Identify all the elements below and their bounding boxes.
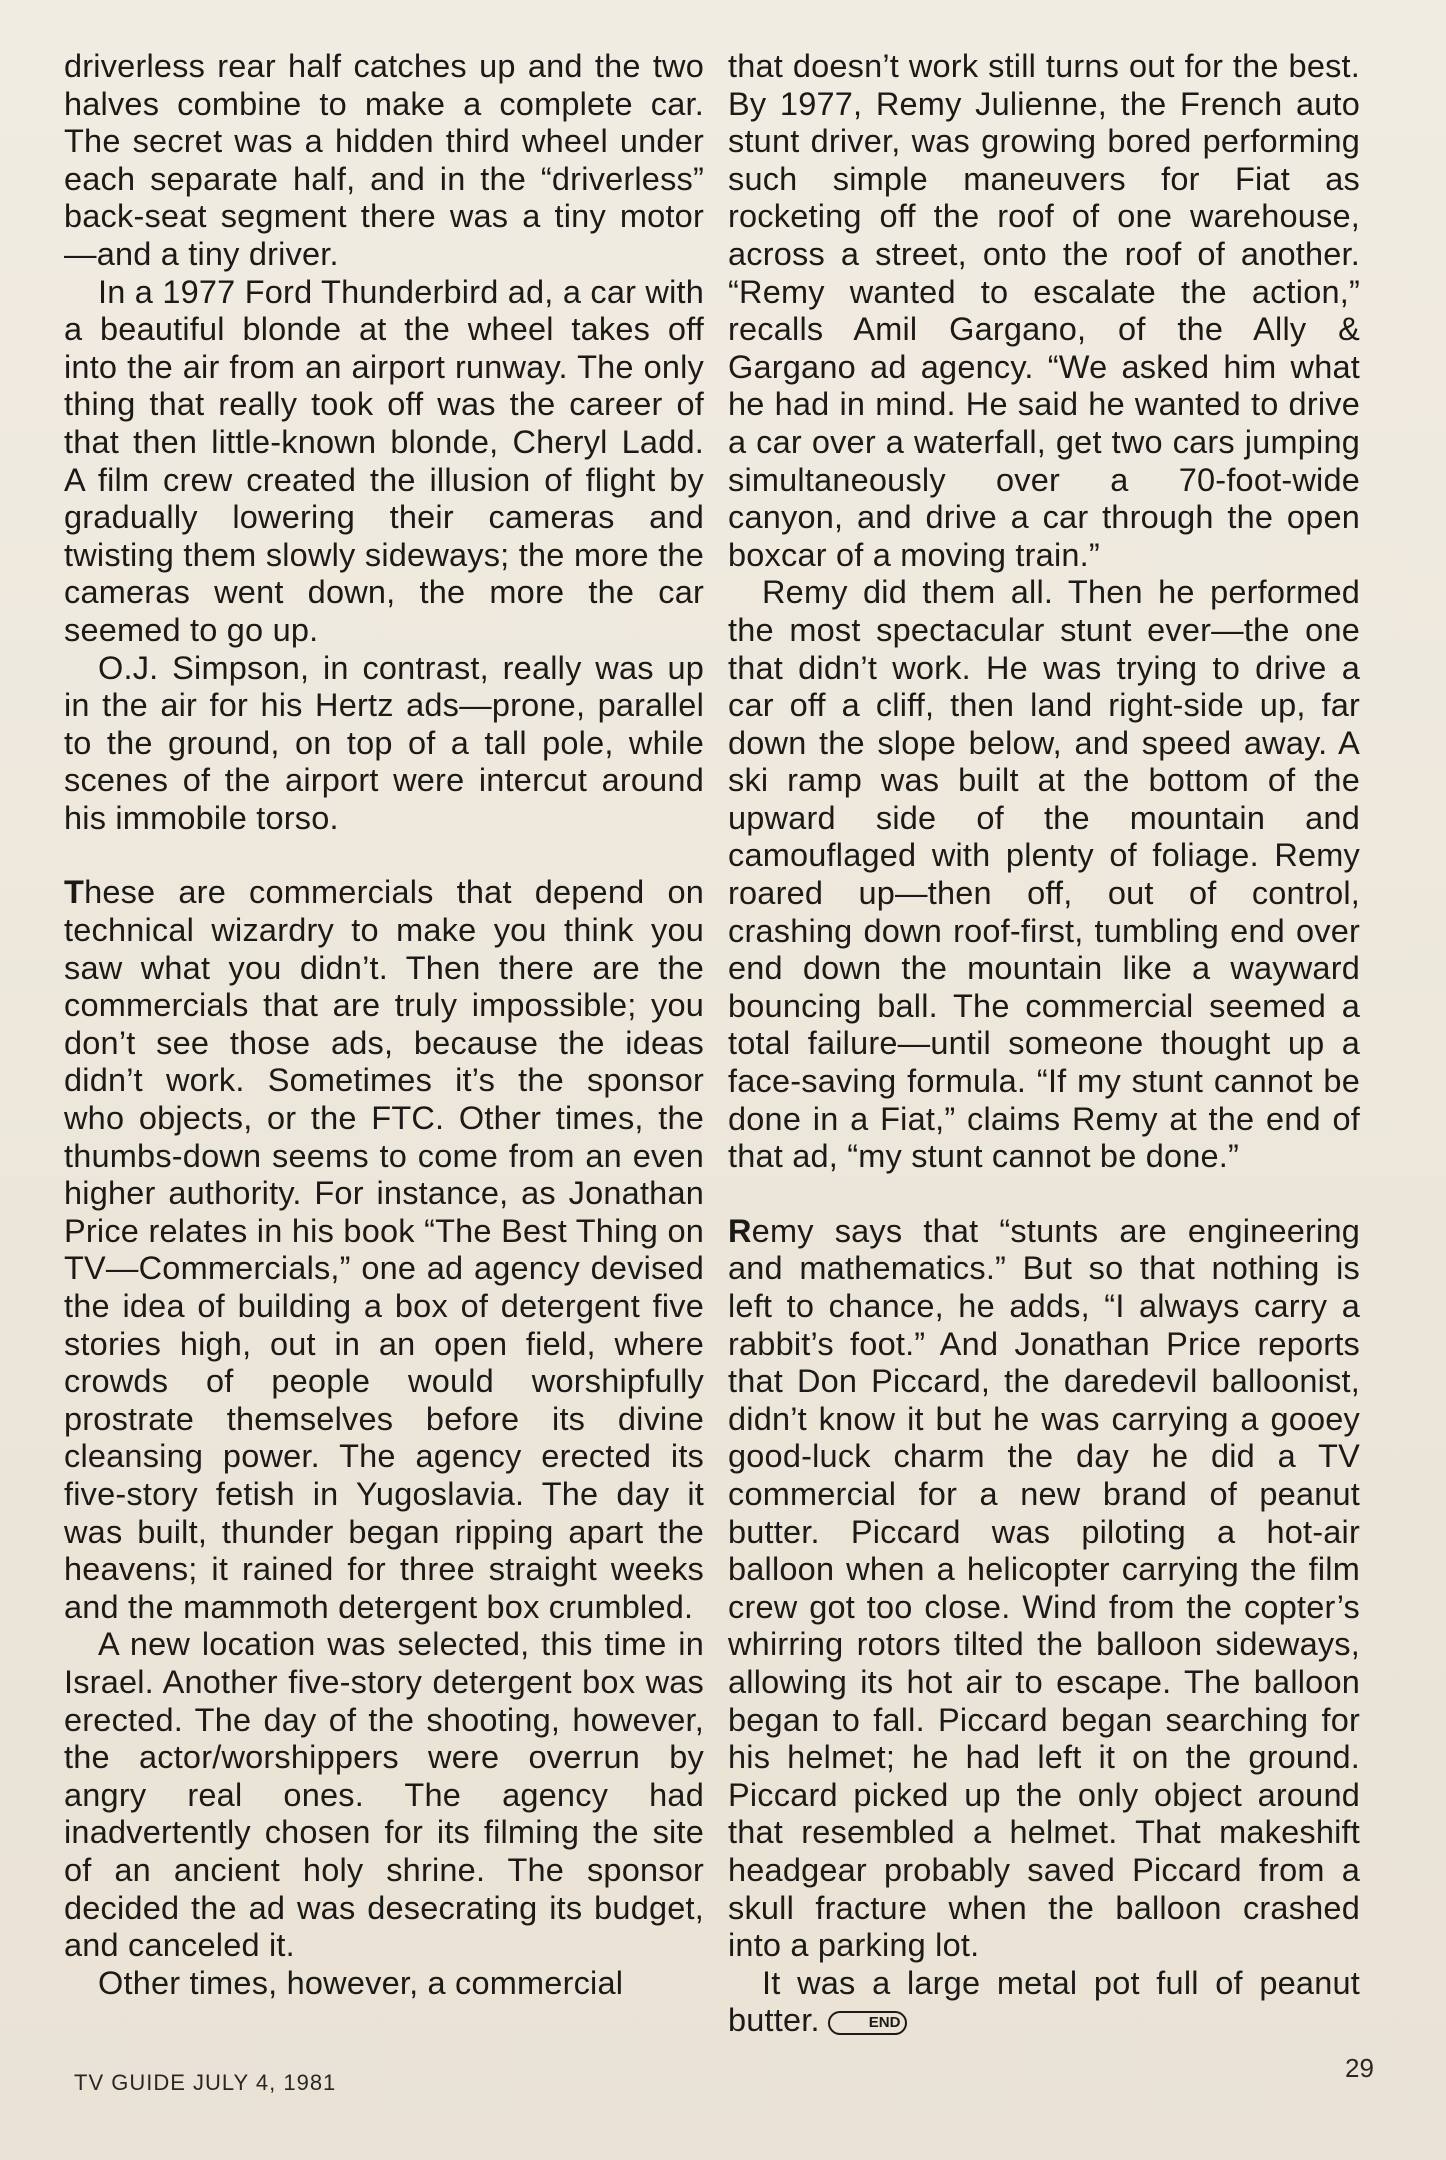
paragraph: In a 1977 Ford Thunderbird ad, a car with a beautiful blonde at the wheel takes off into the air from an airport runway. The only thing that really took off was the career of that then little-known blonde, Cheryl Ladd. A film crew created the illusion of flight by gradually lowering their cameras and twisting them slowly sideways; the more the cameras went down, the more the car seemed to go up. bbox=[64, 273, 704, 648]
end-mark-icon: END bbox=[828, 2011, 908, 2035]
paragraph: Remy did them all. Then he performed the most spectacular stunt ever—the one that didn’t work. He was trying to drive a car off a cliff, then land right-side up, far down the slope below, and speed away. A ski ramp was built at the bottom of the upward side of the mountain and camouflaged with plenty of foliage. Remy roared up—then off, out of control, crashing down roof-first, tumbling end over end down the mountain like a wayward bouncing ball. The commercial seemed a total failure—until someone thought up a face-saving formula. “If my stunt cannot be done in a Fiat,” claims Remy at the end of that ad, “my stunt cannot be done.” bbox=[728, 574, 1360, 1175]
publication-footer: TV GUIDE JULY 4, 1981 bbox=[74, 2070, 337, 2095]
dropcap-letter: R bbox=[728, 1212, 752, 1249]
section-paragraph bbox=[64, 874, 704, 1626]
paragraph: O.J. Simpson, in contrast, really was up in the air for his Hertz ads—prone, parallel to the ground, on top of a tall pole, while scenes of the airport were intercut around his immobile torso. bbox=[64, 649, 704, 836]
paragraph: A new location was selected, this time in Israel. Another five-story detergent box was erected. The day of the shooting, however, the actor/worshippers were overrun by angry real ones. The agency had inadvertently chosen for its filming the site of an ancient holy shrine. The sponsor decided the ad was desecrating its budget, and canceled it. bbox=[64, 1626, 704, 1964]
page-number: 29 bbox=[1345, 2053, 1374, 2083]
section-paragraph bbox=[728, 1213, 1360, 1965]
dropcap-letter: T bbox=[64, 874, 85, 911]
closing-text: It was a large metal pot full of peanut butter. bbox=[728, 1964, 1360, 2039]
paragraph bbox=[728, 1965, 1360, 2040]
paragraph-text: emy says that “stunts are engineering and mathematics.” But so that nothing is left to chance, he adds, “I always carry a rabbit’s foot.” And Jonathan Price reports that Don Piccard, the daredevil balloonist, didn’t know it but he was carrying a gooey good-luck charm the day he did a TV commercial for a new brand of peanut butter. Piccard was piloting a hot-air balloon when a helicopter carrying the film crew got too close. Wind from the copter’s whirring rotors tilted the balloon sideways, allowing its hot air to escape. The balloon began to fall. Piccard began searching for his helmet; he had left it on the ground. Piccard picked up the only object around that resembled a helmet. That makeshift headgear probably saved Piccard from a skull fracture when the balloon crashed into a parking lot. bbox=[728, 1212, 1360, 1964]
paragraph-text: hese are commercials that depend on technical wizardry to make you think you saw what you didn’t. Then there are the commercials that are truly impossible; you don’t see those ads, because the ideas didn’t work. Sometimes it’s the sponsor who objects, or the FTC. Other times, the thumbs-down seems to come from an even higher authority. For instance, as Jonathan Price relates in his book “The Best Thing on TV—Commercials,” one ad agency devised the idea of building a box of detergent five stories high, out in an open field, where crowds of people would worshipfully prostrate themselves before its divine cleansing power. The agency erected its five-story fetish in Yugoslavia. The day it was built, thunder began ripping apart the heavens; it rained for three straight weeks and the mammoth detergent box crumbled. bbox=[64, 874, 704, 1625]
right-column bbox=[728, 48, 1360, 2040]
left-column bbox=[64, 48, 704, 2002]
paragraph: that doesn’t work still turns out for the best. By 1977, Remy Julienne, the French auto stunt driver, was growing bored performing such simple maneuvers for Fiat as rocketing off the roof of one warehouse, across a street, onto the roof of another. “Remy wanted to escalate the action,” recalls Amil Gargano, of the Ally & Gargano ad agency. “We asked him what he had in mind. He said he wanted to drive a car over a waterfall, get two cars jumping simultaneously over a 70-foot-wide canyon, and drive a car through the open boxcar of a moving train.” bbox=[728, 48, 1360, 573]
paragraph: driverless rear half catches up and the two halves combine to make a complete car. The secret was a hidden third wheel under each separate half, and in the “driverless” back-seat segment there was a tiny motor—and a tiny driver. bbox=[64, 48, 704, 272]
paragraph: Other times, however, a commercial bbox=[98, 1964, 624, 2001]
